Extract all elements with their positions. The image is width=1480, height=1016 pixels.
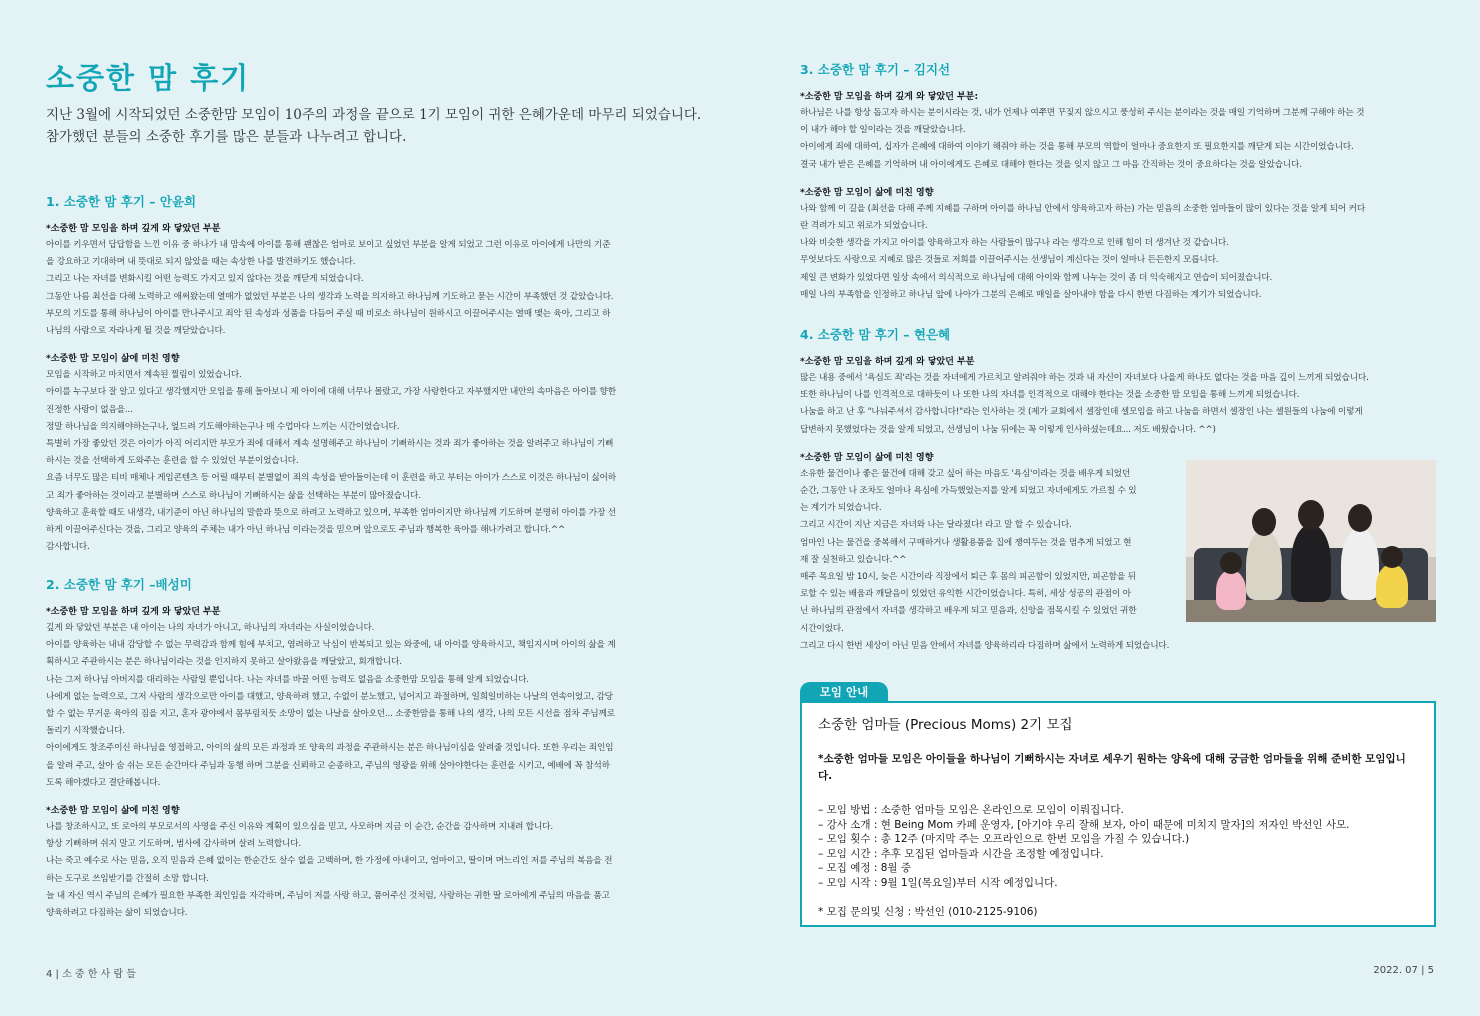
body-line: 깊게 와 닿았던 부분은 내 아이는 나의 자녀가 아니고, 하나님의 자녀라는 사실이었습니다. [46,623,375,633]
body-line: 제일 큰 변화가 있었다면 일상 속에서 의식적으로 하나님에 대해 아이와 함께 나누는 것이 좀 더 익숙해지고 연습이 되어졌습니다. [800,272,1273,283]
body-line: 하는 도구로 쓰임받기를 간절히 소망 합니다. [46,873,209,884]
body-line: 결국 내가 받은 은혜를 기억하며 내 아이에게도 은혜로 대해야 한다는 것을 잊지 않고 그 마음 간직하는 것이 중요하다는 것을 알았습니다. [800,159,1302,170]
body-line: 시간이었다. [800,623,844,634]
body-line: 하게 이끌어주신다는 것을, 그리고 양육의 주체는 내가 아닌 하나님 이라는것을 믿으며 앞으로도 주님과 행복한 육아를 해나가려고 합니다.^^ [46,525,566,536]
body-line: 특별히 가장 좋았던 것은 아이가 아직 어리지만 부모가 죄에 대해서 계속 설명해주고 하나님이 기뻐하시는 것과 죄가 좋아하는 것을 알려주고 하나님이 기뻐 [46,439,614,450]
body-line: 을 알려 주고, 살아 숨 쉬는 모든 순간마다 주님과 동행 하며 그분을 신뢰하고 순종하고, 주님의 영광을 위해 살아야한다는 훈련을 시키고, 예배에 꼭 참석하 [46,760,610,771]
body-line: 소유한 물건이나 좋은 물건에 대해 갖고 싶어 하는 마음도 '욕심'이라는 것을 배우게 되었던 [800,468,1131,479]
notice-item-list [818,803,1418,890]
body-line: 나를 창조하시고, 또 로아의 부모로서의 사명을 주신 이유와 계획이 있으심을 믿고, 사모하며 지금 이 순간, 순간을 감사하며 지내려 합니다. [46,822,553,833]
body-line: 모임을 시작하고 마치면서 계속된 찔림이 있었습니다. [46,370,242,381]
notice-item: – 강사 소개 : 현 Being Mom 카페 운영자, [아기야 우리 잘해 보자, 아이 때문에 미치지 말자]의 저자인 박선인 사모. [818,818,1350,831]
body-line: 많은 내용 중에서 '욕심도 죄'라는 것을 자녀에게 가르치고 알려줘야 하는 것과 내 자신이 자녀보다 나을게 하나도 없다는 것을 마음 깊이 느끼게 되었습니다. [800,373,1369,383]
notice-item: – 모임 방법 : 소중한 엄마들 모임은 온라인으로 모임이 이뤄집니다. [818,804,1124,816]
section-title: 1. 소중한 맘 후기 – 안윤희 [46,194,197,209]
subheading: *소중한 맘 모임이 삶에 미친 영향 [800,452,934,463]
footer-left: 4 | 소 중 한 사 람 들 [46,969,136,980]
subheading: *소중한 맘 모임이 삶에 미친 영향 [46,354,180,365]
body-line: 그리고 다시 한번 세상이 아닌 믿음 안에서 자녀를 양육하리라 다짐하며 삶에서 노력하게 되었습니다. [800,640,1170,651]
body-line: 무엇보다도 사랑으로 지혜로 많은 것들로 저희를 이끌어주시는 선생님이 계신다는 것이 얼마나 든든한지 모릅니다. [800,255,1219,266]
body-line: 그리고 나는 자녀를 변화시킬 어떤 능력도 가지고 있지 않다는 것을 깨닫게 되었습니다. [46,274,364,285]
review-section-1 [46,192,686,556]
body-line: 진정한 사랑이 없음을... [46,404,133,415]
body-line: 엄마인 나는 물건을 중복해서 구매하거나 생활용품을 집에 쟁여두는 것을 멈추게 되었고 현 [800,537,1132,548]
subheading: *소중한 맘 모임이 삶에 미친 영향 [46,806,180,817]
body-line: 양육하고 훈육할 때도 내생각, 내기준이 아닌 하나님의 말씀과 뜻으로 하려고 노력하고 있으며, 부족한 엄마이지만 하나님께 기도하며 분명히 아이를 가장 선 [46,507,616,518]
body-line: 나와 함께 이 길을 (최선을 다해 주께 지혜를 구하며 아이를 하나님 안에서 양육하고자 하는) 가는 믿음의 소중한 엄마들이 많이 있다는 것을 알게 되어 커다 [800,203,1366,214]
body-line: 고 죄가 좋아하는 것이라고 분별하며 스스로 하나님이 기뻐하시는 삶을 선택하는 부분이 많아졌습니다. [46,490,421,501]
body-line: 나와 비슷한 생각을 가지고 아이를 양육하고자 하는 사람들이 많구나 라는 생각으로 인해 힘이 더 생겨난 것 같습니다. [800,238,1229,249]
right-page [740,0,1480,1016]
body-line: 재 잘 실천하고 있습니다.^^ [800,554,907,565]
notice-title: 소중한 엄마들 (Precious Moms) 2기 모집 [818,717,1073,733]
notice-item: – 모임 시간 : 추후 모집된 엄마들과 시간을 조정할 예정입니다. [818,847,1104,860]
body-line: 매일 나의 부족함을 인정하고 하나님 앞에 나아가 그분의 은혜로 매일을 살아내야 함을 다시 한번 다짐하는 계기가 되었습니다. [800,289,1262,300]
body-line: 또한 하나님이 나를 인격적으로 대하듯이 나 또한 나의 자녀를 인격적으로 대해야 한다는 것을 소중한 맘 모임을 통해 느끼게 되었습니다. [800,390,1300,401]
review-section-2 [46,575,686,922]
body-line: 하나님은 나를 항상 돕고자 하시는 분이시라는 것, 내가 언제나 여쭈면 꾸짖지 않으시고 풍성히 주시는 분이라는 것을 매일 기억하며 그분께 구해야 하는 것 [800,108,1365,118]
body-line: 나님의 사람으로 자라나게 될 것을 깨닫았습니다. [46,326,226,337]
body-line: 아이를 누구보다 잘 알고 있다고 생각했지만 모임을 통해 돌아보니 제 아이에 대해 너무나 몰랐고, 가장 사랑한다고 자부했지만 내안의 속마음은 아이를 향한 [46,387,616,398]
intro-line: 지난 3월에 시작되었던 소중한맘 모임이 10주의 과정을 끝으로 1기 모임이 귀한 은혜가운데 마무리 되었습니다. [46,107,702,123]
body-line: 란 격려가 되고 위로가 되었습니다. [800,221,928,232]
section-title: 4. 소중한 맘 후기 – 현은혜 [800,327,951,342]
body-line: 그리고 시간이 지난 지금은 자녀와 나는 달라졌다! 라고 말 할 수 있습니다. [800,520,1072,531]
body-line: 늘 내 자신 역시 주님의 은혜가 필요한 부족한 죄인임을 자각하며, 주님이 저를 사랑 하고, 품어주신 것처럼, 사랑하는 귀한 딸 로아에게 주님의 마음을 품고 [46,890,610,901]
group-photo [1186,460,1436,622]
subheading: *소중한 맘 모임을 하며 깊게 와 닿았던 부분: [800,92,979,102]
page-title: 소중한 맘 후기 [46,61,251,95]
body-line: 정말 하나님을 의지해야하는구나, 엎드려 기도해야하는구나 매 수업마다 느끼는 시간이었습니다. [46,421,400,432]
body-line: 을 강요하고 기대하며 내 뜻대로 되지 않았을 때는 속상한 나를 발견하기도 했습니다. [46,257,356,268]
body-line: 돌리기 시작했습니다. [46,726,125,737]
body-line: 로할 수 있는 배움과 깨달음이 있었던 유익한 시간이었습니다. 특히, 세상 성공의 관점이 아 [800,589,1131,600]
body-line: 아이를 키우면서 답답함을 느낀 이유 중 하나가 내 맘속에 아이를 통해 괜찮은 엄마로 보이고 싶었던 부분을 알게 되었고 그런 이유로 아이에게 나만의 기준 [46,240,611,250]
body-line: 양육하려고 다짐하는 삶이 되었습니다. [46,908,188,919]
notice-item: – 모임 시작 : 9월 1일(목요일)부터 시작 예정입니다. [818,876,1058,889]
body-line: 그동안 나름 최선을 다해 노력하고 애써왔는데 열매가 없었던 부분은 나의 생각과 노력을 의지하고 하나님께 기도하고 묻는 시간이 부족했던 것 같았습니다. [46,291,614,302]
intro-line: 참가했던 분들의 소중한 후기를 많은 분들과 나누려고 합니다. [46,129,407,145]
body-line: 도록 해야겠다고 결단해봅니다. [46,777,161,788]
body-line: 닌 하나님의 관점에서 자녀를 생각하고 배우게 되고 믿음과, 신앙을 점목시킬 수 있었던 귀한 [800,606,1137,617]
notice-contact: * 모집 문의및 신청 : 박선인 (010-2125-9106) [818,906,1038,918]
body-line: 획하시고 주관하시는 분은 하나님이라는 것을 인지하지 못하고 살아왔음을 깨달았고, 회개합니다. [46,657,402,668]
notice-tab: 모임 안내 [800,682,888,702]
body-line: 아이에게 죄에 대하여, 십자가 은혜에 대하여 이야기 해줘야 하는 것을 통해 부모의 역할이 얼마나 중요한지 또 필요한지를 깨닫게 되는 시간이었습니다. [800,142,1354,153]
notice-description: *소중한 엄마들 모임은 아이들을 하나님이 기뻐하시는 자녀로 세우기 원하는 양육에 대해 궁금한 엄마들을 위해 준비한 모임입니다. [818,753,1406,782]
body-line: 나에게 없는 능력으로, 그저 사람의 생각으로만 아이를 대했고, 양육하려 했고, 수없이 분노했고, 넘어지고 좌절하며, 일희일비하는 나날의 연속이었고, 감당 [46,691,613,702]
body-line: 항상 기뻐하며 쉬지 말고 기도하며, 범사에 감사하며 살려 노력합니다. [46,839,301,850]
subheading: *소중한 맘 모임을 하며 깊게 와 닿았던 부분 [46,607,221,617]
section-title: 3. 소중한 맘 후기 – 김지선 [800,62,951,77]
body-line: 이 내가 해야 할 일이라는 것을 깨달았습니다. [800,125,966,136]
subheading: *소중한 맘 모임을 하며 깊게 와 닿았던 부분 [46,224,221,234]
body-line: 감사합니다. [46,542,90,553]
body-line: 답변하지 못했었다는 것을 알게 되었고, 선생님이 나눔 뒤에는 꼭 이렇게 인사하셨는데요... 저도 배웠습니다. ^^) [800,424,1216,435]
body-line: 할 수 없는 무거운 육아의 짐을 지고, 혼자 광야에서 몸부림치듯 소망이 없는 나날을 살아오던... 소중한맘을 통해 나의 생각, 나의 모든 시선을 점차 주님께로 [46,709,615,720]
notice-item: – 모임 횟수 : 총 12주 (마지막 주는 오프라인으로 한번 모임을 가질 수 있습니다.) [818,833,1190,845]
footer-right: 2022. 07 | 5 [1373,965,1434,976]
body-line: 는 계기가 되었습니다. [800,503,882,514]
subheading: *소중한 맘 모임을 하며 깊게 와 닿았던 부분 [800,357,975,367]
body-line: 나는 죽고 예수로 사는 믿음, 오직 믿음과 은혜 없이는 한순간도 살수 없을 고백하며, 한 가정에 아내이고, 엄마이고, 딸이며 며느리인 저를 주님의 복음을 전 [46,856,613,867]
review-section-3 [800,60,1440,304]
body-line: 요즘 너무도 많은 티비 매체나 게임콘텐츠 등 어릴 때부터 분별없이 죄의 속성을 받아들이는데 이 훈련을 하고 부터는 아이가 스스로 이것은 하나님이 싫어하 [46,473,616,484]
subheading: *소중한 맘 모임이 삶에 미친 영향 [800,187,934,198]
notice-box [800,701,1436,927]
intro-text [46,104,706,148]
body-line: 순간, 그동안 나 조차도 얼마나 욕심에 가득했었는지를 알게 되었고 자녀에게도 가르칠 수 있 [800,486,1137,497]
body-line: 나눔을 하고 난 후 "나눠주셔서 감사합니다!"라는 인사하는 것 (제가 교회에서 셀장인데 셀모임을 하고 나눔을 하면서 셀장인 나는 셀원들의 나눔에 이렇게 [800,407,1363,418]
body-line: 매주 목요일 밤 10시, 늦은 시간이라 직장에서 퇴근 후 몸의 피곤함이 있었지만, 피곤함을 뒤 [800,572,1136,583]
notice-item: – 모집 예정 : 8월 중 [818,862,912,874]
body-line: 하시는 것을 선택하게 도와주는 훈련을 할 수 있었던 부분이었습니다. [46,456,299,467]
body-line: 아이를 양육하는 내내 감당할 수 없는 무력감과 함께 힘에 부치고, 염려하고 낙심이 반복되고 있는 와중에, 내 아이를 양육하시고, 책임지시며 아이의 삶을 계 [46,640,616,651]
body-line: 부모의 기도를 통해 하나님이 아이를 만나주시고 죄악 된 속성과 성품을 다듬어 주실 때 비로소 하나님이 원하시고 이끌어주시는 열매 맺는 육아, 그리고 하 [46,308,611,319]
body-line: 나는 그저 하나님 아버지를 대리하는 사람일 뿐입니다. 나는 자녀를 바꿀 어떤 능력도 없음을 소중한맘 모임을 통해 알게 되었습니다. [46,674,529,685]
section-title: 2. 소중한 맘 후기 –배성미 [46,577,192,592]
body-line: 아이에게도 창조주이신 하나님을 영접하고, 아이의 삶의 모든 과정과 또 양육의 과정을 주관하시는 분은 하나님이심을 알려줄 것입니다. 또한 우리는 죄인임 [46,743,614,754]
